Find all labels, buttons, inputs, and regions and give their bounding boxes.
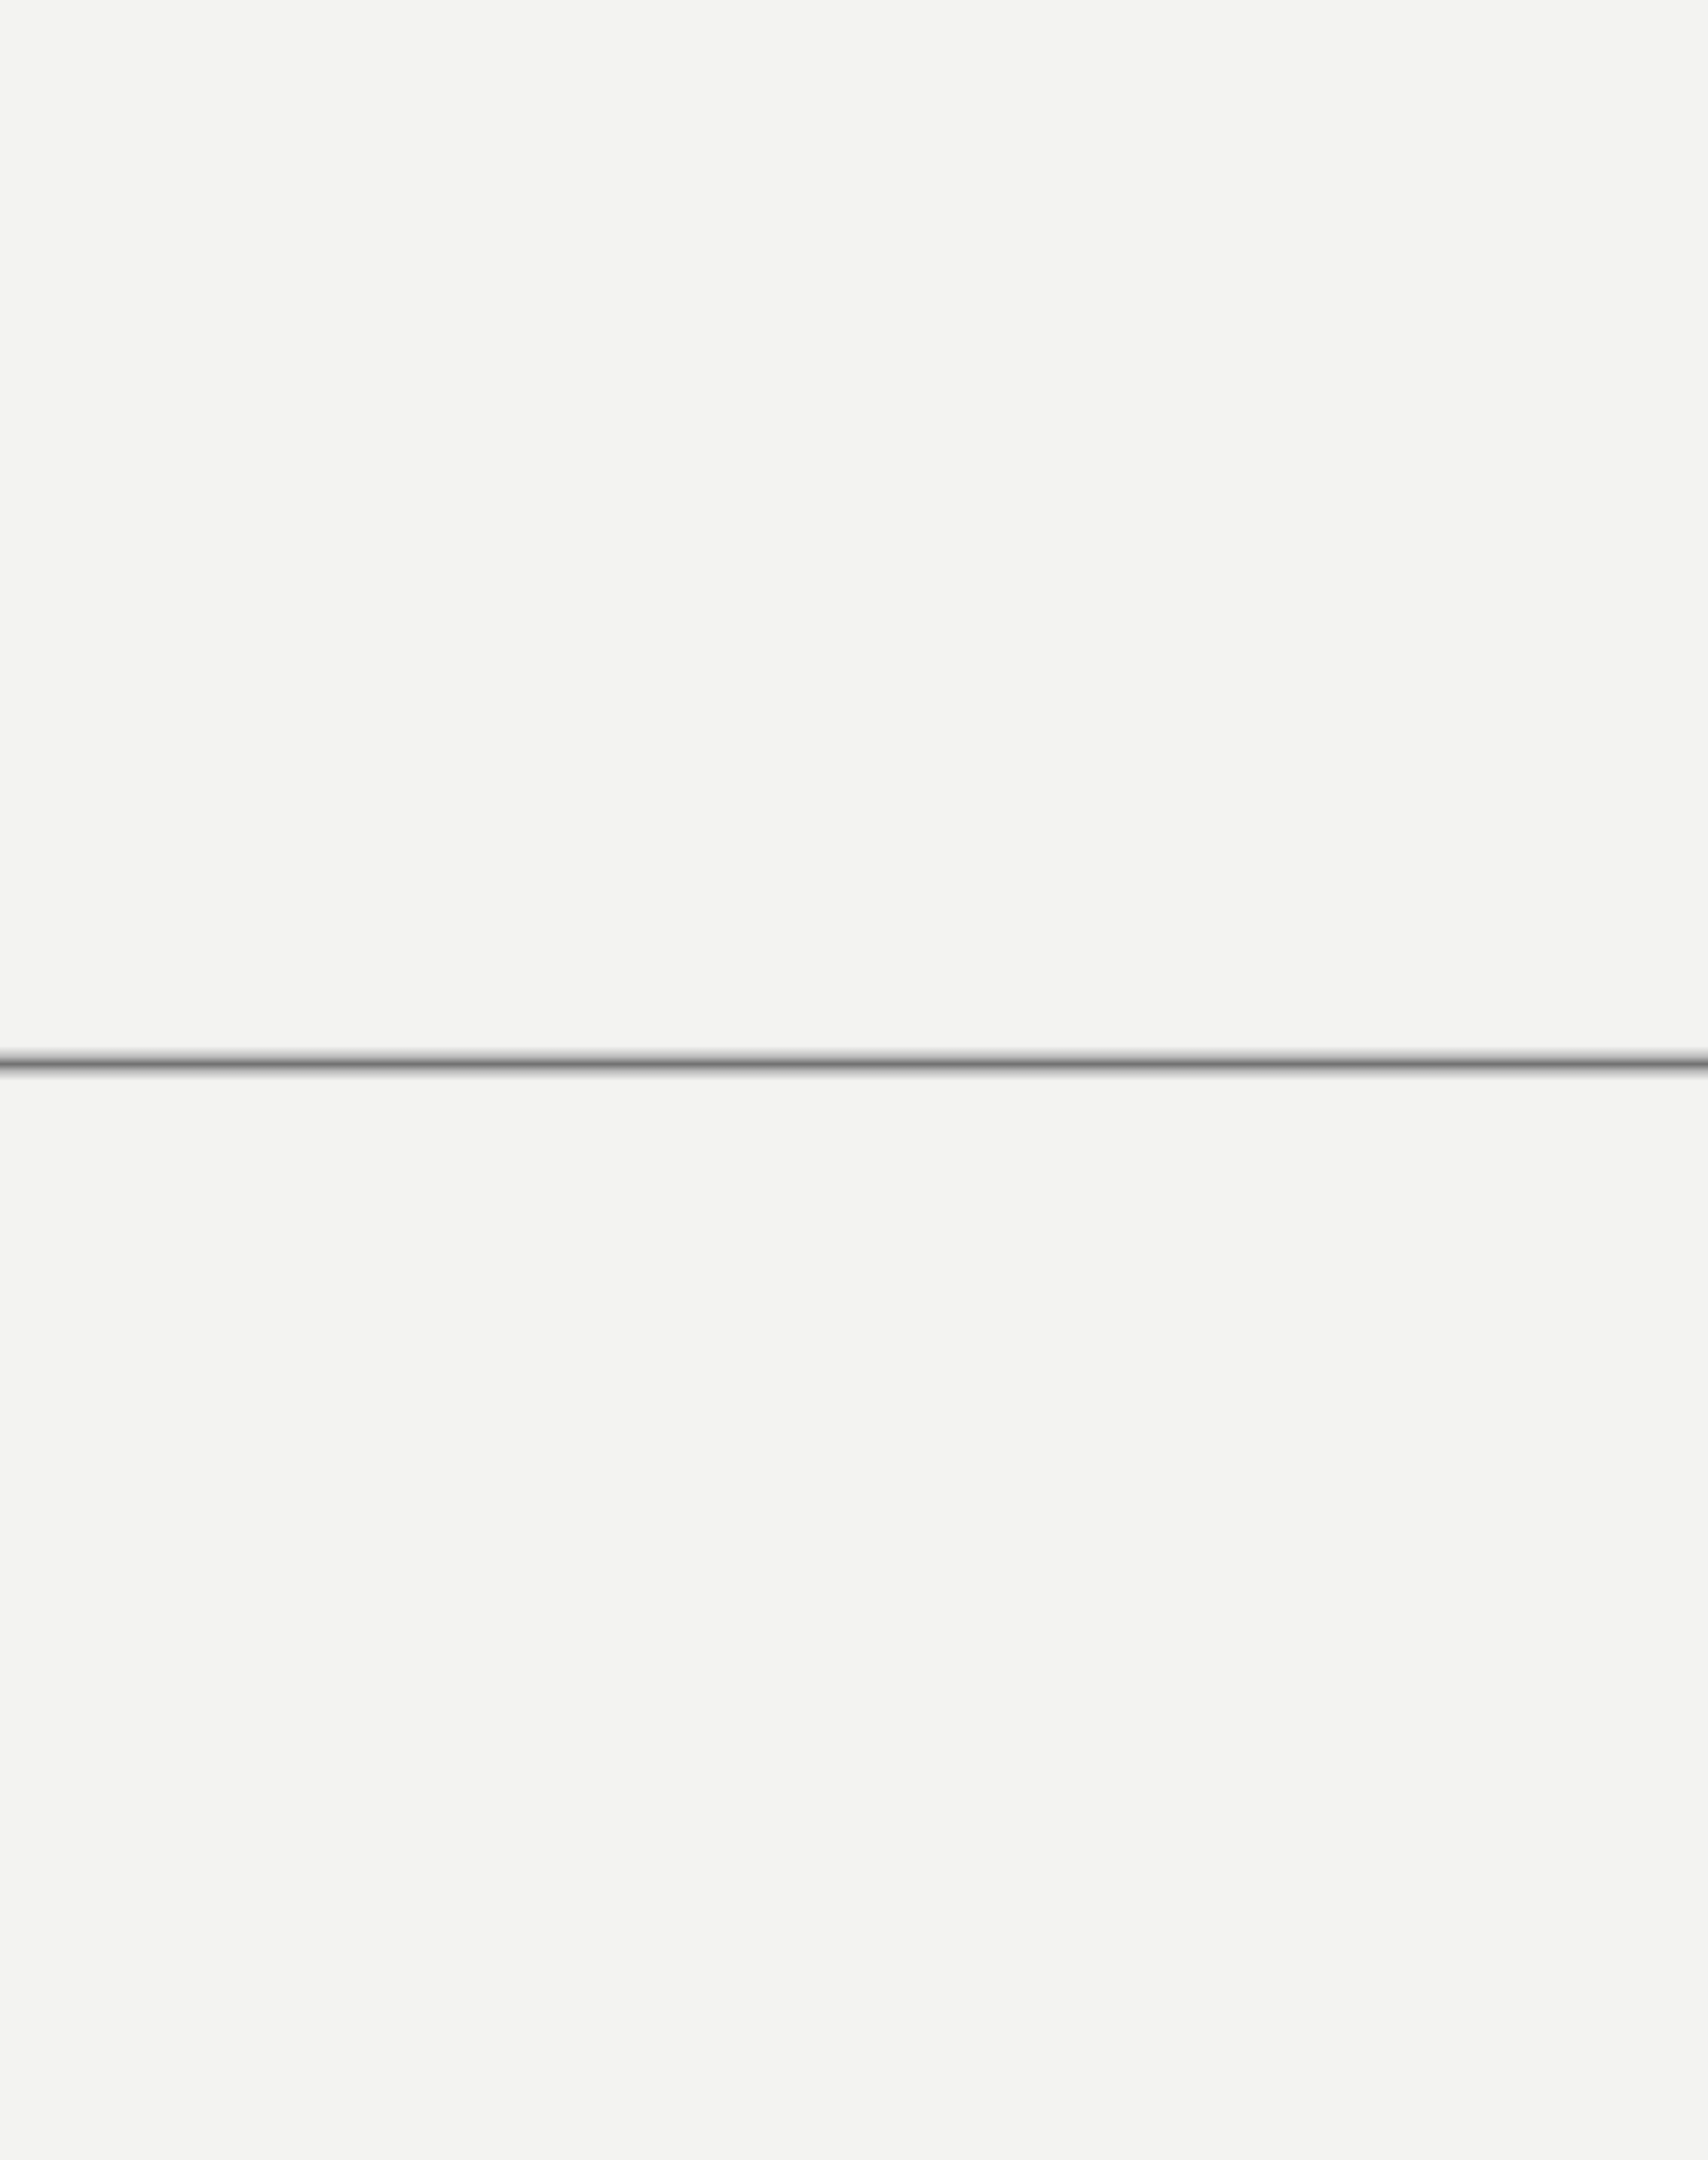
book-spine-shadow	[0, 1046, 1708, 1081]
